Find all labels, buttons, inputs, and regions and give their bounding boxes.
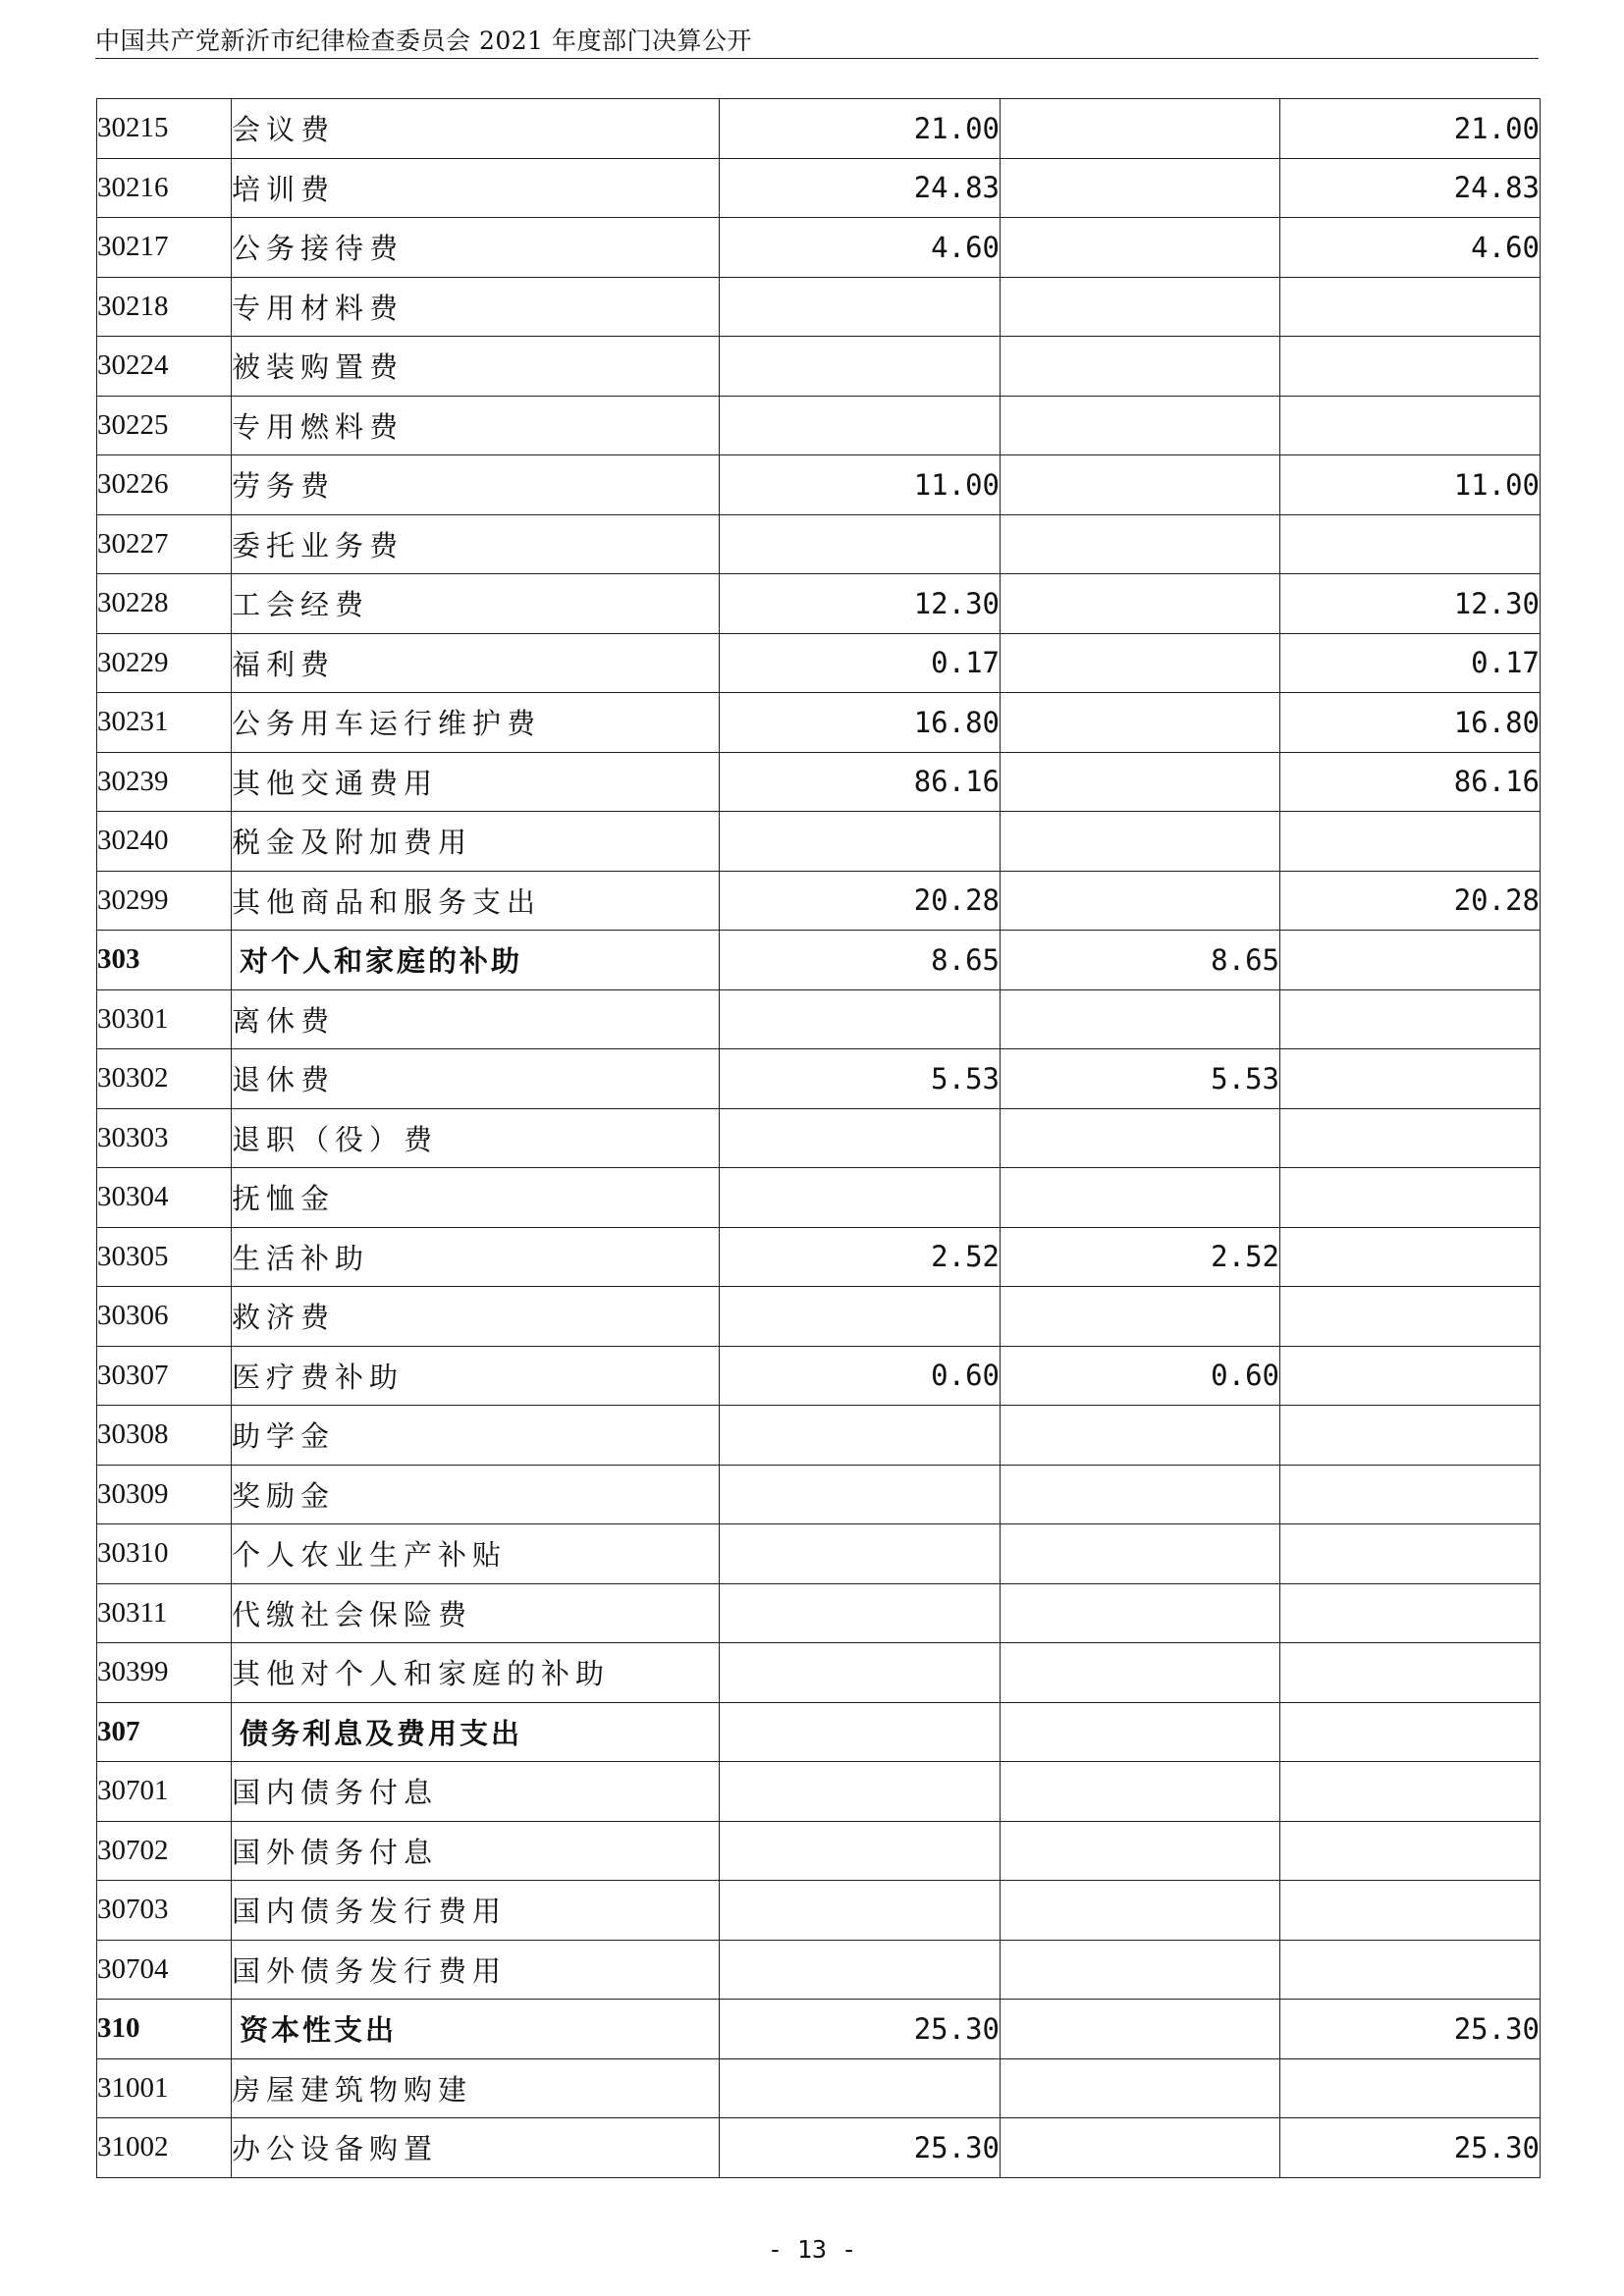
account-code-cell: 30399 [97, 1643, 232, 1703]
account-code-cell: 30217 [97, 218, 232, 278]
account-name-cell: 其他对个人和家庭的补助 [232, 1643, 720, 1703]
amount-total-cell [720, 1287, 1001, 1347]
amount-basic-cell [1001, 1406, 1280, 1466]
amount-basic-cell: 8.65 [1001, 931, 1280, 990]
amount-basic-cell [1001, 1940, 1280, 2000]
account-name-cell: 专用燃料费 [232, 396, 720, 455]
account-name-cell: 委托业务费 [232, 514, 720, 574]
amount-total-cell [720, 2058, 1001, 2118]
amount-total-cell: 4.60 [720, 218, 1001, 278]
amount-project-cell [1280, 1643, 1541, 1703]
account-code-cell: 30303 [97, 1108, 232, 1168]
amount-project-cell [1280, 989, 1541, 1049]
account-code-cell: 30226 [97, 455, 232, 515]
account-code-cell: 30311 [97, 1583, 232, 1643]
amount-basic-cell [1001, 1524, 1280, 1584]
account-code-cell: 31001 [97, 2058, 232, 2118]
account-code-cell: 30704 [97, 1940, 232, 2000]
account-code-cell: 31002 [97, 2118, 232, 2178]
page-number: - 13 - [767, 2235, 857, 2264]
amount-basic-cell [1001, 396, 1280, 455]
amount-total-cell: 25.30 [720, 2000, 1001, 2059]
amount-total-cell: 8.65 [720, 931, 1001, 990]
table-row [97, 337, 1541, 397]
account-code-cell: 30218 [97, 277, 232, 337]
amount-project-cell: 12.30 [1280, 574, 1541, 634]
amount-total-cell [720, 514, 1001, 574]
amount-total-cell: 2.52 [720, 1227, 1001, 1287]
account-name-cell: 房屋建筑物购建 [232, 2058, 720, 2118]
amount-basic-cell [1001, 218, 1280, 278]
amount-total-cell: 21.00 [720, 99, 1001, 159]
amount-total-cell [720, 1643, 1001, 1703]
table-row [97, 812, 1541, 872]
account-name-cell: 其他商品和服务支出 [232, 871, 720, 931]
amount-basic-cell: 5.53 [1001, 1049, 1280, 1109]
table-row [97, 1406, 1541, 1466]
account-code-cell: 30228 [97, 574, 232, 634]
table-row [97, 1881, 1541, 1941]
amount-basic-cell [1001, 812, 1280, 872]
table-row [97, 752, 1541, 812]
amount-total-cell [720, 1702, 1001, 1762]
table-row [97, 1643, 1541, 1703]
amount-basic-cell [1001, 514, 1280, 574]
account-code-cell: 30225 [97, 396, 232, 455]
amount-basic-cell [1001, 1821, 1280, 1881]
account-code-cell: 30299 [97, 871, 232, 931]
table-row [97, 1108, 1541, 1168]
amount-basic-cell [1001, 1762, 1280, 1822]
account-code-cell: 30240 [97, 812, 232, 872]
amount-total-cell: 16.80 [720, 693, 1001, 753]
account-code-cell: 30701 [97, 1762, 232, 1822]
table-row [97, 1821, 1541, 1881]
account-code-cell: 30215 [97, 99, 232, 159]
amount-total-cell: 0.60 [720, 1346, 1001, 1406]
amount-basic-cell [1001, 158, 1280, 218]
amount-basic-cell [1001, 1465, 1280, 1524]
account-code-cell: 30306 [97, 1287, 232, 1347]
table-row [97, 633, 1541, 693]
page-header-title: 中国共产党新沂市纪律检查委员会 2021 年度部门决算公开 [95, 27, 753, 55]
table-row [97, 871, 1541, 931]
amount-total-cell [720, 277, 1001, 337]
amount-basic-cell [1001, 752, 1280, 812]
amount-project-cell [1280, 1049, 1541, 1109]
amount-basic-cell [1001, 1583, 1280, 1643]
amount-project-cell: 16.80 [1280, 693, 1541, 753]
table-section-row [97, 2000, 1541, 2059]
table-row [97, 1227, 1541, 1287]
account-name-cell: 债务利息及费用支出 [232, 1702, 720, 1762]
table-row [97, 396, 1541, 455]
account-code-cell: 30216 [97, 158, 232, 218]
amount-total-cell [720, 1168, 1001, 1228]
expenditure-table [96, 98, 1541, 2178]
amount-project-cell [1280, 1881, 1541, 1941]
amount-project-cell: 86.16 [1280, 752, 1541, 812]
account-name-cell: 会议费 [232, 99, 720, 159]
amount-basic-cell [1001, 574, 1280, 634]
account-name-cell: 资本性支出 [232, 2000, 720, 2059]
amount-total-cell [720, 1108, 1001, 1168]
account-name-cell: 国外债务发行费用 [232, 1940, 720, 2000]
account-name-cell: 其他交通费用 [232, 752, 720, 812]
amount-basic-cell [1001, 455, 1280, 515]
account-name-cell: 退职（役）费 [232, 1108, 720, 1168]
amount-project-cell [1280, 1227, 1541, 1287]
table-row [97, 2058, 1541, 2118]
amount-project-cell [1280, 2058, 1541, 2118]
account-code-cell: 30307 [97, 1346, 232, 1406]
amount-total-cell: 24.83 [720, 158, 1001, 218]
table-row [97, 1583, 1541, 1643]
amount-basic-cell [1001, 1108, 1280, 1168]
amount-basic-cell [1001, 871, 1280, 931]
table-row [97, 1049, 1541, 1109]
account-code-cell: 303 [97, 931, 232, 990]
account-name-cell: 公务用车运行维护费 [232, 693, 720, 753]
table-section-row [97, 931, 1541, 990]
table-row [97, 1346, 1541, 1406]
account-name-cell: 办公设备购置 [232, 2118, 720, 2178]
table-row [97, 455, 1541, 515]
amount-project-cell: 25.30 [1280, 2000, 1541, 2059]
account-name-cell: 国内债务发行费用 [232, 1881, 720, 1941]
account-code-cell: 307 [97, 1702, 232, 1762]
amount-project-cell [1280, 931, 1541, 990]
amount-project-cell [1280, 1524, 1541, 1584]
amount-basic-cell [1001, 2000, 1280, 2059]
account-name-cell: 国外债务付息 [232, 1821, 720, 1881]
amount-project-cell [1280, 514, 1541, 574]
amount-total-cell [720, 812, 1001, 872]
amount-total-cell: 11.00 [720, 455, 1001, 515]
account-code-cell: 30224 [97, 337, 232, 397]
table-row [97, 1940, 1541, 2000]
amount-total-cell [720, 1406, 1001, 1466]
amount-total-cell [720, 396, 1001, 455]
amount-project-cell [1280, 1406, 1541, 1466]
amount-total-cell [720, 1940, 1001, 2000]
account-name-cell: 医疗费补助 [232, 1346, 720, 1406]
amount-total-cell [720, 1583, 1001, 1643]
amount-basic-cell [1001, 2058, 1280, 2118]
account-code-cell: 30309 [97, 1465, 232, 1524]
account-name-cell: 国内债务付息 [232, 1762, 720, 1822]
amount-total-cell [720, 1881, 1001, 1941]
table-row [97, 1762, 1541, 1822]
amount-total-cell: 0.17 [720, 633, 1001, 693]
amount-project-cell: 25.30 [1280, 2118, 1541, 2178]
account-code-cell: 30229 [97, 633, 232, 693]
table-section-row [97, 1702, 1541, 1762]
table-row [97, 158, 1541, 218]
amount-basic-cell [1001, 693, 1280, 753]
amount-project-cell [1280, 396, 1541, 455]
amount-project-cell: 0.17 [1280, 633, 1541, 693]
amount-total-cell [720, 337, 1001, 397]
table-row [97, 574, 1541, 634]
account-code-cell: 30301 [97, 989, 232, 1049]
table-row [97, 1465, 1541, 1524]
header-divider [95, 58, 1539, 59]
amount-project-cell: 11.00 [1280, 455, 1541, 515]
account-code-cell: 30310 [97, 1524, 232, 1584]
amount-project-cell [1280, 1168, 1541, 1228]
table-row [97, 99, 1541, 159]
table-row [97, 693, 1541, 753]
account-name-cell: 工会经费 [232, 574, 720, 634]
account-name-cell: 离休费 [232, 989, 720, 1049]
amount-total-cell [720, 1762, 1001, 1822]
table-row [97, 514, 1541, 574]
account-name-cell: 代缴社会保险费 [232, 1583, 720, 1643]
amount-project-cell [1280, 1583, 1541, 1643]
account-code-cell: 30227 [97, 514, 232, 574]
amount-project-cell [1280, 337, 1541, 397]
account-name-cell: 退休费 [232, 1049, 720, 1109]
amount-total-cell [720, 1821, 1001, 1881]
account-name-cell: 公务接待费 [232, 218, 720, 278]
table-row [97, 1524, 1541, 1584]
amount-basic-cell: 0.60 [1001, 1346, 1280, 1406]
amount-project-cell [1280, 1702, 1541, 1762]
amount-basic-cell [1001, 2118, 1280, 2178]
amount-basic-cell [1001, 1168, 1280, 1228]
amount-basic-cell [1001, 633, 1280, 693]
amount-basic-cell [1001, 99, 1280, 159]
account-code-cell: 30304 [97, 1168, 232, 1228]
amount-basic-cell [1001, 1287, 1280, 1347]
account-code-cell: 30302 [97, 1049, 232, 1109]
amount-total-cell: 25.30 [720, 2118, 1001, 2178]
account-name-cell: 生活补助 [232, 1227, 720, 1287]
account-code-cell: 30703 [97, 1881, 232, 1941]
amount-total-cell: 20.28 [720, 871, 1001, 931]
amount-basic-cell [1001, 1881, 1280, 1941]
table-row [97, 1287, 1541, 1347]
amount-project-cell [1280, 1465, 1541, 1524]
amount-project-cell: 24.83 [1280, 158, 1541, 218]
account-name-cell: 专用材料费 [232, 277, 720, 337]
account-name-cell: 救济费 [232, 1287, 720, 1347]
amount-total-cell [720, 1465, 1001, 1524]
table-row [97, 989, 1541, 1049]
amount-total-cell: 12.30 [720, 574, 1001, 634]
amount-total-cell: 5.53 [720, 1049, 1001, 1109]
table-row [97, 1168, 1541, 1228]
table-row [97, 2118, 1541, 2178]
amount-project-cell [1280, 1821, 1541, 1881]
amount-project-cell [1280, 1346, 1541, 1406]
account-code-cell: 30239 [97, 752, 232, 812]
account-name-cell: 个人农业生产补贴 [232, 1524, 720, 1584]
amount-basic-cell [1001, 1643, 1280, 1703]
account-code-cell: 30702 [97, 1821, 232, 1881]
amount-project-cell [1280, 1287, 1541, 1347]
amount-total-cell [720, 1524, 1001, 1584]
amount-basic-cell [1001, 337, 1280, 397]
amount-basic-cell [1001, 989, 1280, 1049]
amount-total-cell: 86.16 [720, 752, 1001, 812]
account-name-cell: 助学金 [232, 1406, 720, 1466]
amount-basic-cell [1001, 1702, 1280, 1762]
amount-project-cell [1280, 277, 1541, 337]
account-name-cell: 税金及附加费用 [232, 812, 720, 872]
amount-project-cell [1280, 1940, 1541, 2000]
amount-project-cell [1280, 812, 1541, 872]
account-name-cell: 被装购置费 [232, 337, 720, 397]
account-name-cell: 培训费 [232, 158, 720, 218]
account-code-cell: 30231 [97, 693, 232, 753]
account-name-cell: 福利费 [232, 633, 720, 693]
amount-project-cell: 21.00 [1280, 99, 1541, 159]
amount-project-cell [1280, 1108, 1541, 1168]
amount-total-cell [720, 989, 1001, 1049]
account-name-cell: 对个人和家庭的补助 [232, 931, 720, 990]
table-row [97, 277, 1541, 337]
account-name-cell: 奖励金 [232, 1465, 720, 1524]
amount-basic-cell: 2.52 [1001, 1227, 1280, 1287]
account-name-cell: 抚恤金 [232, 1168, 720, 1228]
account-code-cell: 30308 [97, 1406, 232, 1466]
amount-project-cell [1280, 1762, 1541, 1822]
amount-project-cell: 20.28 [1280, 871, 1541, 931]
account-code-cell: 30305 [97, 1227, 232, 1287]
account-name-cell: 劳务费 [232, 455, 720, 515]
amount-project-cell: 4.60 [1280, 218, 1541, 278]
amount-basic-cell [1001, 277, 1280, 337]
expenditure-table-body [97, 99, 1541, 2178]
account-code-cell: 310 [97, 2000, 232, 2059]
table-row [97, 218, 1541, 278]
